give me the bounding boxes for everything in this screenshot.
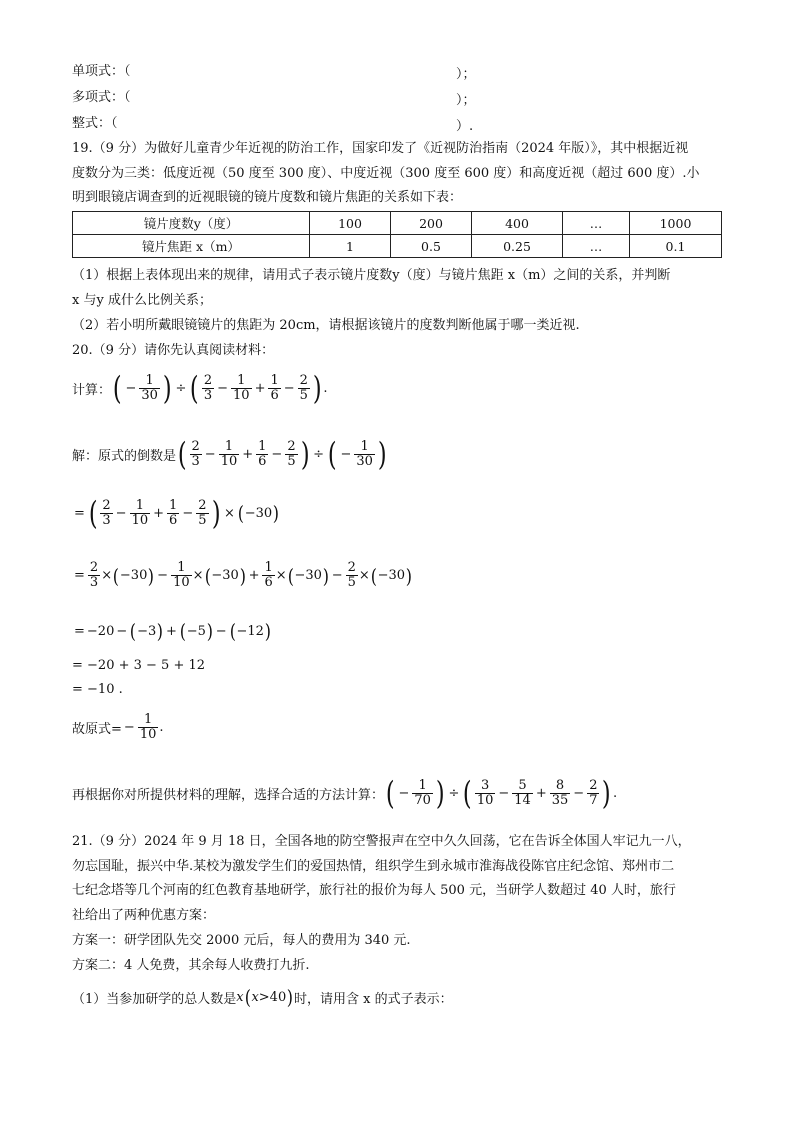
q20-calc-expression: 计算： ( − $\frac{1}{30}$ ) ÷ ( $\frac{2}{3}$ − $\frac{1}{10}$ + $\frac{1}{6}$ − $\frac{2}{5}$ ) . xyxy=(72,369,328,407)
polynomial-blank-line xyxy=(72,89,131,107)
q19-line2: 度数分为三类：低度近视（50 度至 300 度）、中度近视（300 度至 600 度）和高度近视（超过 600 度）.小 xyxy=(72,166,700,181)
result-label: 故原式= xyxy=(72,722,122,737)
q20-step3: = −20 − ( −3 ) + ( −5 ) − ( −12 ) xyxy=(74,619,271,643)
q21-plan1: 方案一：研学团队先交 2000 元后，每人的费用为 340 元. xyxy=(72,933,411,948)
solution-label: 解：原式的倒数是 xyxy=(72,448,177,464)
row1-header: 镜片度数y（度） xyxy=(73,212,310,235)
table-cell: 0.5 xyxy=(391,235,472,258)
q20-step1: = ( $\frac{2}{3}$ − $\frac{1}{10}$ + $\frac{1}{6}$ − $\frac{2}{5}$ ) × ( −30 ) xyxy=(74,494,280,532)
q21-line3: 七纪念塔等几个河南的红色教育基地研学，旅行社的报价为每人 500 元，当研学人数超过 40 人时，旅行 xyxy=(72,883,676,898)
calc-label: 计算： xyxy=(72,382,112,398)
lens-table xyxy=(72,211,722,258)
q19-part1a: （1）根据上表体现出来的规律，请用式子表示镜片度数y（度）与镜片焦距 x（m）之间的关系，并判断 xyxy=(72,268,671,283)
table-cell: 400 xyxy=(472,212,563,235)
q20-solution-reciprocal: 解：原式的倒数是 ( $\frac{2}{3}$ − $\frac{1}{10}$ + $\frac{1}{6}$ − $\frac{2}{5}$ ) ÷ ( − $\frac{1}{30}$ ) xyxy=(72,435,387,473)
q19-part1b: x 与y 成什么比例关系； xyxy=(72,293,212,308)
table-cell: … xyxy=(563,235,630,258)
q21-plan2: 方案二：4 人免费，其余每人收费打九折. xyxy=(72,958,310,973)
integral-close: ）. xyxy=(456,119,474,134)
q21-part1-label: （1）当参加研学的总人数是 xyxy=(72,991,237,1007)
table-row xyxy=(73,235,722,258)
q21-part1: （1）当参加研学的总人数是 x ( x >40 ) 时，请用含 x 的式子表示： xyxy=(72,985,453,1009)
table-row xyxy=(73,212,722,235)
table-cell: … xyxy=(563,212,630,235)
table-cell: 200 xyxy=(391,212,472,235)
table-cell: 0.1 xyxy=(630,235,722,258)
row2-header: 镜片焦距 x（m） xyxy=(73,235,310,258)
q21-line2: 勿忘国耻，振兴中华.某校为激发学生们的爱国热情，组织学生到永城市淮海战役陈官庄纪念馆、郑州市二 xyxy=(72,859,675,874)
q21-line4: 社给出了两种优惠方案： xyxy=(72,908,216,923)
table-cell: 1 xyxy=(310,235,391,258)
table-cell: 100 xyxy=(310,212,391,235)
task-label: 再根据你对所提供材料的理解，选择合适的方法计算： xyxy=(72,787,385,803)
integral-label: 整式：（ xyxy=(72,116,118,131)
q19-line3: 明到眼镜店调查到的近视眼镜的镜片度数和镜片焦距的关系如下表： xyxy=(72,190,463,205)
monomial-label: 单项式：（ xyxy=(72,64,131,79)
q21-line1: 21.（9 分）2024 年 9 月 18 日，全国各地的防空警报声在空中久久回荡，它在告诉全体国人牢记九一八， xyxy=(72,834,691,849)
polynomial-close: ）； xyxy=(456,93,476,108)
polynomial-label: 多项式：（ xyxy=(72,90,131,105)
table-cell: 1000 xyxy=(630,212,722,235)
q20-intro: 20.（9 分）请你先认真阅读材料： xyxy=(72,343,275,358)
q20-step5: = −20 + 3 − 5 + 12 xyxy=(72,658,206,673)
q21-part1-tail: 时，请用含 x 的式子表示： xyxy=(294,991,453,1007)
integral-blank-line xyxy=(72,115,118,133)
monomial-blank-line xyxy=(72,63,131,81)
monomial-close: ）； xyxy=(456,67,476,82)
q20-step2: = $\frac{2}{3}$ × ( −30 ) − $\frac{1}{10}$ × ( −30 ) + $\frac{1}{6}$ × ( −30 ) − $\frac{2}{5}$ × ( −30 ) xyxy=(74,560,413,590)
table-cell: 0.25 xyxy=(472,235,563,258)
q20-task: 再根据你对所提供材料的理解，选择合适的方法计算： ( − $\frac{1}{70}$ ) ÷ ( $\frac{3}{10}$ − $\frac{5}{14}$ + $\frac{8}{35}$ − $\frac{2}{7}$ ) . xyxy=(72,774,618,812)
q19-line1: 19.（9 分）为做好儿童青少年近视的防治工作，国家印发了《近视防治指南（2024 年版）》，其中根据近视 xyxy=(72,141,689,156)
q20-step6: = −10 . xyxy=(72,682,123,697)
q20-result: 故原式= − $\frac{1}{10}$ . xyxy=(72,712,164,742)
q19-part2: （2）若小明所戴眼镜镜片的焦距为 20cm，请根据该镜片的度数判断他属于哪一类近视. xyxy=(72,318,580,333)
